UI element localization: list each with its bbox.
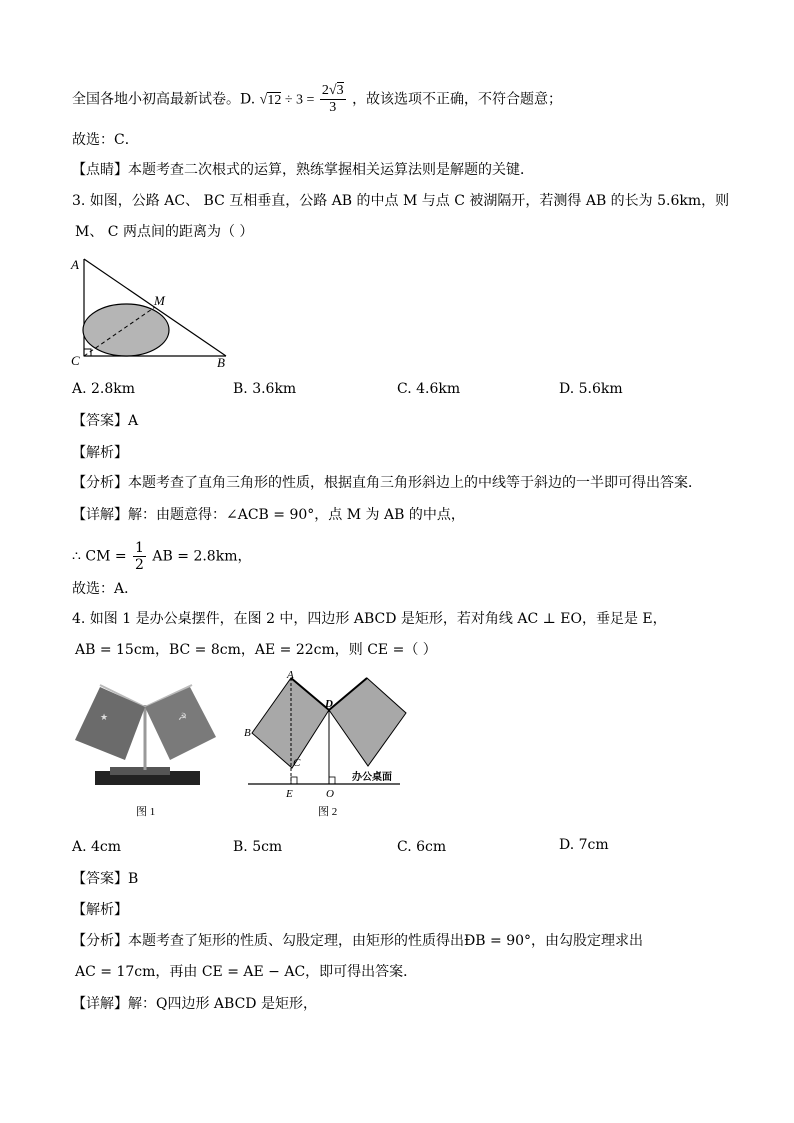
- label-B: B: [217, 355, 225, 370]
- figure-q3-lake-triangle: [66, 255, 246, 370]
- label-B2: B: [244, 727, 251, 739]
- question-3-line-2: M、 C 两点间的距离为（ ）: [75, 224, 254, 240]
- half-num: 1: [135, 540, 144, 556]
- text-line-choose-c: 故选：C．: [72, 132, 139, 148]
- question-4-line-1: 4. 如图 1 是办公桌摆件，在图 2 中，四边形 ABCD 是矩形，若对角线 AC ⊥ EO，垂足是 E，: [72, 611, 667, 627]
- q4-option-d: D. 7cm: [559, 837, 609, 853]
- q4-fenxi-1: 【分析】本题考查了矩形的性质、勾股定理，由矩形的性质得出ÐB = 90°，由勾股定理求出: [72, 933, 644, 949]
- q4-answer: 【答案】B: [72, 871, 139, 887]
- q3-calc-prefix: ∴ CM =: [72, 548, 127, 565]
- label-D2: D: [325, 698, 333, 710]
- question-3-line-1: 3. 如图，公路 AC、 BC 互相垂直，公路 AB 的中点 M 与点 C 被湖隔开，若测得 AB 的长为 5.6km，则: [72, 193, 730, 209]
- q4-fenxi-2: AC = 17cm，再由 CE = AE − AC，即可得出答案．: [75, 964, 418, 980]
- text-line-1: [72, 83, 562, 116]
- q3-option-a: A. 2.8km: [72, 381, 136, 397]
- right-rectangle: [329, 678, 406, 766]
- q4-option-b: B. 5cm: [233, 839, 283, 855]
- question-4-line-2: AB = 15cm，BC = 8cm，AE = 22cm，则 CE =（ ）: [75, 642, 437, 658]
- q3-xiangjie: 【详解】解：由题意得：∠ACB = 90°，点 M 为 AB 的中点，: [72, 507, 465, 523]
- text-line-dianjing: 【点睛】本题考查二次根式的运算，熟练掌握相关运算法则是解题的关键．: [72, 162, 534, 178]
- q3-calc-suffix: AB = 2.8km，: [152, 548, 252, 565]
- caption-figure-2: 图 2: [318, 806, 338, 818]
- label-C: C: [71, 353, 80, 368]
- q3-option-d: D. 5.6km: [559, 381, 623, 397]
- line1-prefix: 全国各地小初高最新试卷。D.: [72, 91, 256, 108]
- sqrt-expression: √12 ÷ 3 =: [259, 92, 315, 108]
- frac-num-radicand: 3: [336, 83, 344, 98]
- svg-text:☭: ☭: [178, 712, 187, 723]
- q3-fenxi: 【分析】本题考查了直角三角形的性质，根据直角三角形斜边上的中线等于斜边的一半即可得出答案．: [72, 475, 702, 491]
- left-flag: [75, 687, 145, 760]
- label-E2: E: [286, 788, 293, 800]
- q4-option-a: A. 4cm: [72, 839, 122, 855]
- svg-text:★: ★: [100, 712, 109, 722]
- q3-answer: 【答案】A: [72, 413, 139, 429]
- q4-jiexi: 【解析】: [72, 902, 128, 918]
- right-flag: [145, 687, 216, 760]
- half-den: 2: [135, 557, 144, 573]
- frac-num-coef: 2: [321, 83, 329, 98]
- label-M: M: [154, 293, 165, 308]
- desk-label: 办公桌面: [352, 772, 392, 783]
- q3-jiexi: 【解析】: [72, 445, 128, 461]
- frac-denominator: 3: [329, 100, 337, 115]
- div-three: ÷ 3 =: [284, 92, 315, 108]
- q3-option-b: B. 3.6km: [233, 381, 297, 397]
- q4-xiangjie: 【详解】解：Q四边形 ABCD 是矩形，: [72, 996, 317, 1012]
- label-A: A: [71, 257, 79, 272]
- line1-suffix: ，故该选项不正确，不符合题意；: [352, 91, 563, 108]
- q3-choose: 故选：A．: [72, 581, 139, 597]
- caption-figure-1: 图 1: [136, 806, 156, 818]
- q4-option-c: C. 6cm: [397, 839, 447, 855]
- figure-1-desk-flags: [70, 675, 220, 820]
- label-A2: A: [287, 670, 294, 681]
- q3-calculation: [72, 540, 251, 573]
- fraction-result: $\frac{2√3}{3}$: [321, 83, 344, 115]
- q3-option-c: C. 4.6km: [397, 381, 461, 397]
- label-C2: C: [293, 757, 301, 769]
- one-half-fraction: [133, 540, 146, 573]
- figure-2-rectangle-desk: [240, 670, 410, 820]
- sqrt-radicand: 12: [267, 92, 282, 108]
- label-O2: O: [326, 788, 334, 800]
